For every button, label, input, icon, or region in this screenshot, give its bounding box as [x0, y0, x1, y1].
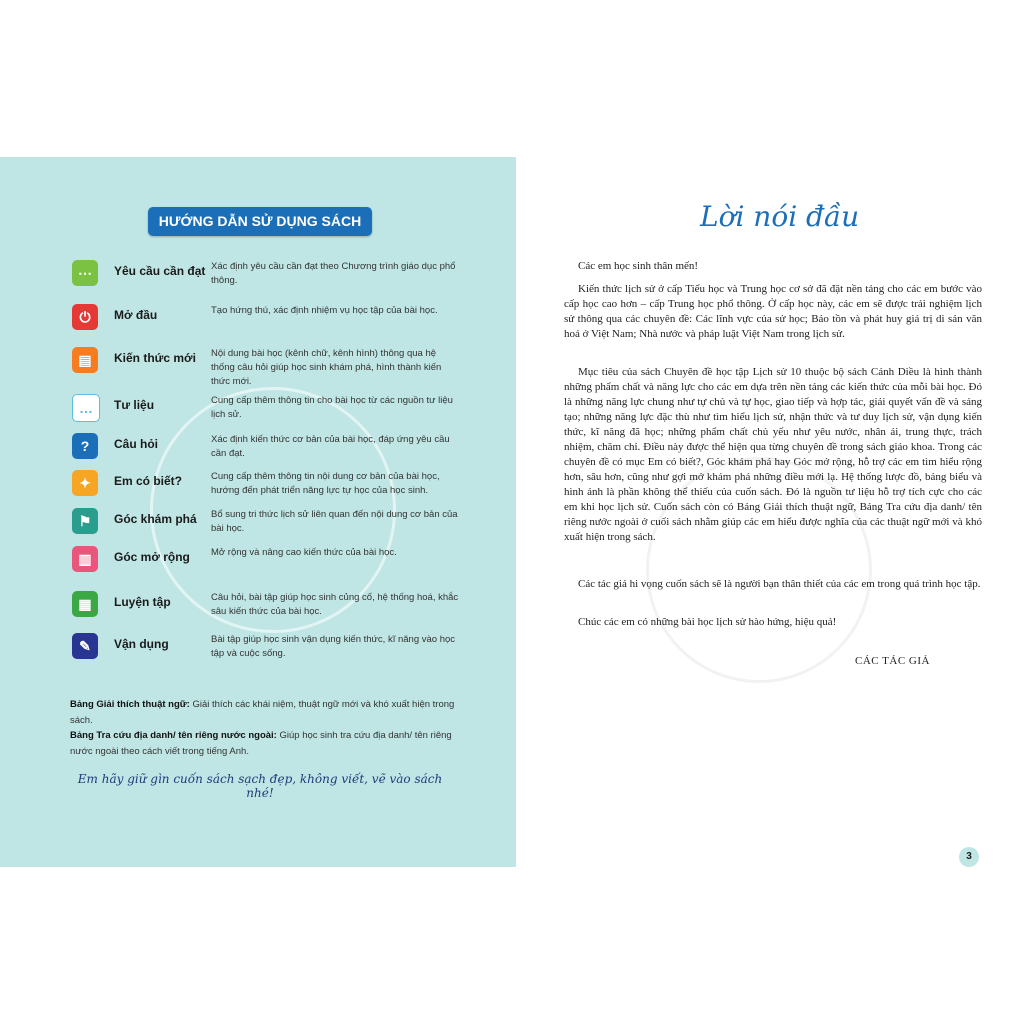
paragraph-2: Mục tiêu của sách Chuyên đề học tập Lịch sử 10 thuộc bộ sách Cánh Diều là hình thành những phẩm chất và năng lực cho các em dựa trên nền tảng các kiến thức của mỗi bài học. Đó là những năng lực chung như tự chủ và tự học, giao tiếp và hợp tác, giải quyết vấn đề và sáng tạo; những năng lực đặc thù như tìm hiểu lịch sử, nhận thức và tư duy lịch sử, vận dụng kiến thức, kĩ năng đã học; những phẩm chất chủ yếu như yêu nước, nhân ái, trung thực, trách nhiệm, chăm chỉ. Điều này được thể hiện qua từng chuyên đề trong sách giáo khoa. Trong các chuyên đề có mục Em có biết?, Góc khám phá hay Góc mở rộng, hỗ trợ các em tìm hiểu rộng hơn, sâu hơn, cũng như gợi mở khám phá những điều mới lạ. Hệ thống lược đồ, bảng biểu và hình ảnh là phần không thể thiếu của cuốn sách. Đó là nguồn tư liệu hỗ trợ tích cực cho các em khi học lịch sử. Cuốn sách còn có Bảng Giải thích thuật ngữ, Bảng Tra cứu địa danh/ tên riêng nước ngoài ở cuối sách nhằm giúp các em hiểu được nghĩa của các thuật ngữ mới và khó xuất hiện trong sách. [564, 366, 982, 543]
guide-heading: HƯỚNG DẪN SỬ DỤNG SÁCH [148, 207, 372, 236]
lightbulb-icon: ✦ [72, 470, 98, 496]
flag-icon: ⚑ [72, 508, 98, 534]
guide-item-label: Kiến thức mới [114, 351, 196, 365]
footer-reminder: Em hãy giữ gìn cuốn sách sạch đẹp, không viết, vẽ vào sách nhé! [77, 772, 443, 800]
guide-item-label: Mở đầu [114, 308, 158, 322]
guide-item-label: Góc khám phá [114, 512, 197, 526]
open-book-icon: ▥ [72, 546, 98, 572]
power-icon: ⏻ [72, 304, 98, 330]
guide-item-description: Cung cấp thêm thông tin cho bài học từ các nguồn tư liệu lịch sử. [211, 395, 453, 420]
guide-item-description: Cung cấp thêm thông tin nội dung cơ bản của bài học, hướng đến phát triển năng lực tự học của học sinh. [211, 471, 440, 496]
paragraph-1: Kiến thức lịch sử ở cấp Tiểu học và Trung học cơ sở đã đặt nền tảng cho các em bước vào cấp học cao hơn – cấp Trung học phổ thông. Ở cấp học này, các em sẽ được trải nghiệm lịch sử thông qua các chuyên đề: Các lĩnh vực của sử học; Bảo tồn và phát huy giá trị di sản văn hoá ở Việt Nam; Nhà nước và pháp luật Việt Nam trong lịch sử. [564, 283, 982, 340]
guide-item-description: Xác định kiến thức cơ bản của bài học, đáp ứng yêu cầu cần đạt. [211, 434, 450, 459]
paragraph-3: Các tác giả hi vọng cuốn sách sẽ là người bạn thân thiết của các em trong quá trình học tập. [578, 578, 981, 590]
page-number: 3 [959, 847, 979, 867]
guide-item-label: Góc mở rộng [114, 550, 190, 564]
guide-item-label: Câu hỏi [114, 437, 158, 451]
guide-item-label: Em có biết? [114, 474, 183, 488]
practice-book-icon: ▦ [72, 591, 98, 617]
book-icon: ▤ [72, 347, 98, 373]
guide-item-description: Câu hỏi, bài tập giúp học sinh củng cố, hệ thống hoá, khắc sâu kiến thức của bài học. [211, 592, 459, 617]
greeting: Các em học sinh thân mến! [578, 260, 699, 272]
guide-item-label: Luyện tập [114, 595, 171, 609]
guide-item-label: Vận dụng [114, 637, 169, 651]
paragraph-4: Chúc các em có những bài học lịch sử hào hứng, hiệu quả! [578, 616, 837, 628]
note-glossary: Bảng Giải thích thuật ngữ: Giải thích các khái niệm, thuật ngữ mới và khó xuất hiện trong sách. [70, 699, 455, 726]
signature: CÁC TÁC GIẢ [855, 655, 930, 667]
guide-item-description: Bài tập giúp học sinh vận dụng kiến thức, kĩ năng vào học tập và cuộc sống. [211, 634, 456, 659]
question-icon: ? [72, 433, 98, 459]
document-icon: … [72, 394, 100, 422]
guide-item-description: Xác định yêu cầu cần đạt theo Chương trình giáo dục phổ thông. [211, 261, 456, 286]
guide-item-description: Tạo hứng thú, xác định nhiệm vụ học tập của bài học. [211, 305, 438, 316]
guide-item-description: Mở rộng và nâng cao kiến thức của bài học. [211, 547, 397, 558]
guide-item-description: Nội dung bài học (kênh chữ, kênh hình) thông qua hệ thống câu hỏi giúp học sinh khám phá, hình thành kiến thức mới. [211, 348, 442, 387]
guide-item-description: Bổ sung tri thức lịch sử liên quan đến nội dung cơ bản của bài học. [211, 509, 458, 534]
preface-title: Lời nói đầu [700, 200, 860, 233]
guide-item-label: Tư liệu [114, 398, 155, 412]
guide-item-label: Yêu cầu cần đạt [114, 264, 206, 278]
target-icon: ⋯ [72, 260, 98, 286]
pencil-icon: ✎ [72, 633, 98, 659]
note-placenames: Bảng Tra cứu địa danh/ tên riêng nước ngoài: Giúp học sinh tra cứu địa danh/ tên riêng nước ngoài theo cách viết trong tiếng Anh. [70, 730, 452, 757]
